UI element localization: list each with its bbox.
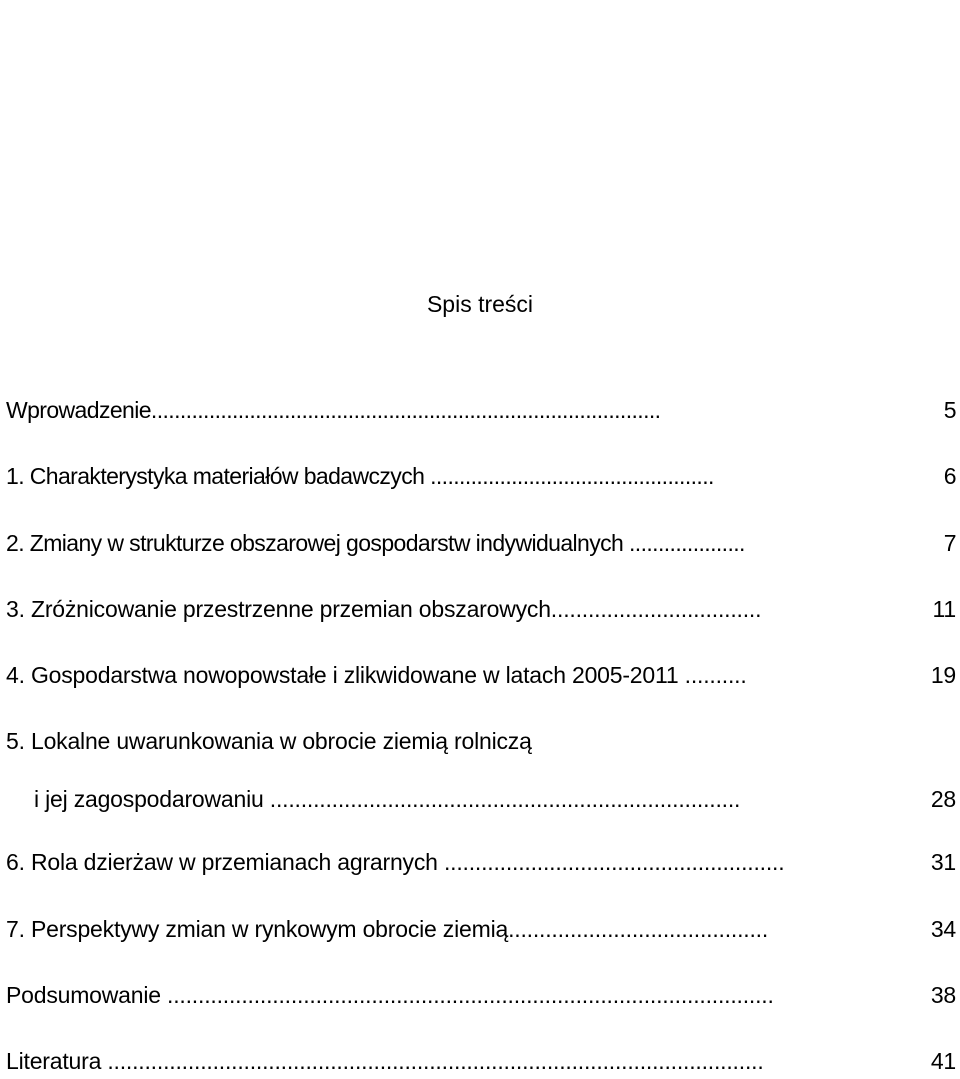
toc-entry-page-number: 34 (930, 916, 956, 942)
toc-entry-text: 7. Perspektywy zmian w rynkowym obrocie ziemią.......................................... (6, 916, 769, 942)
page-title: Spis treści (426, 291, 534, 317)
toc-entry-7 (6, 911, 956, 947)
toc-entry-page-number: 41 (930, 1048, 956, 1074)
toc-entry-5-continued (34, 781, 956, 817)
toc-entry-text: Literatura .......................................................................................................... (6, 1048, 764, 1074)
toc-entry-introduction (6, 392, 956, 428)
toc-entry-page-number: 31 (930, 849, 956, 875)
toc-entry-text: Wprowadzenie........................................................................................ (6, 397, 661, 423)
toc-entry-3 (6, 591, 956, 627)
toc-entry-text: i jej zagospodarowaniu ............................................................................ (34, 786, 741, 812)
toc-entry-4 (6, 657, 956, 693)
toc-entry-text: 2. Zmiany w strukturze obszarowej gospodarstw indywidualnych .................... (6, 530, 745, 556)
toc-entry-page-number: 5 (943, 397, 956, 423)
toc-entry-text: 6. Rola dzierżaw w przemianach agrarnych ....................................................... (6, 849, 785, 875)
toc-entry-page-number: 11 (932, 596, 956, 622)
toc-entry-page-number: 19 (930, 662, 956, 688)
toc-entry-page-number: 38 (930, 982, 956, 1008)
toc-entry-text: 5. Lokalne uwarunkowania w obrocie ziemią rolniczą (6, 728, 532, 754)
toc-entry-bibliography (6, 1043, 956, 1079)
toc-entry-text: 3. Zróżnicowanie przestrzenne przemian obszarowych.................................. (6, 596, 762, 622)
toc-entry-text: 4. Gospodarstwa nowopowstałe i zlikwidowane w latach 2005-2011 .......... (6, 662, 747, 688)
toc-entry-6 (6, 844, 956, 880)
toc-entry-text: 1. Charakterystyka materiałów badawczych ................................................. (6, 463, 714, 489)
toc-entry-2 (6, 525, 956, 561)
toc-entry-page-number: 6 (943, 463, 956, 489)
toc-entry-5 (6, 723, 956, 759)
toc-entry-text: Podsumowanie .................................................................................................. (6, 982, 774, 1008)
toc-entry-summary (6, 977, 956, 1013)
toc-entry-1 (6, 458, 956, 494)
toc-entry-page-number: 7 (943, 530, 956, 556)
toc-entry-page-number: 28 (930, 786, 956, 812)
